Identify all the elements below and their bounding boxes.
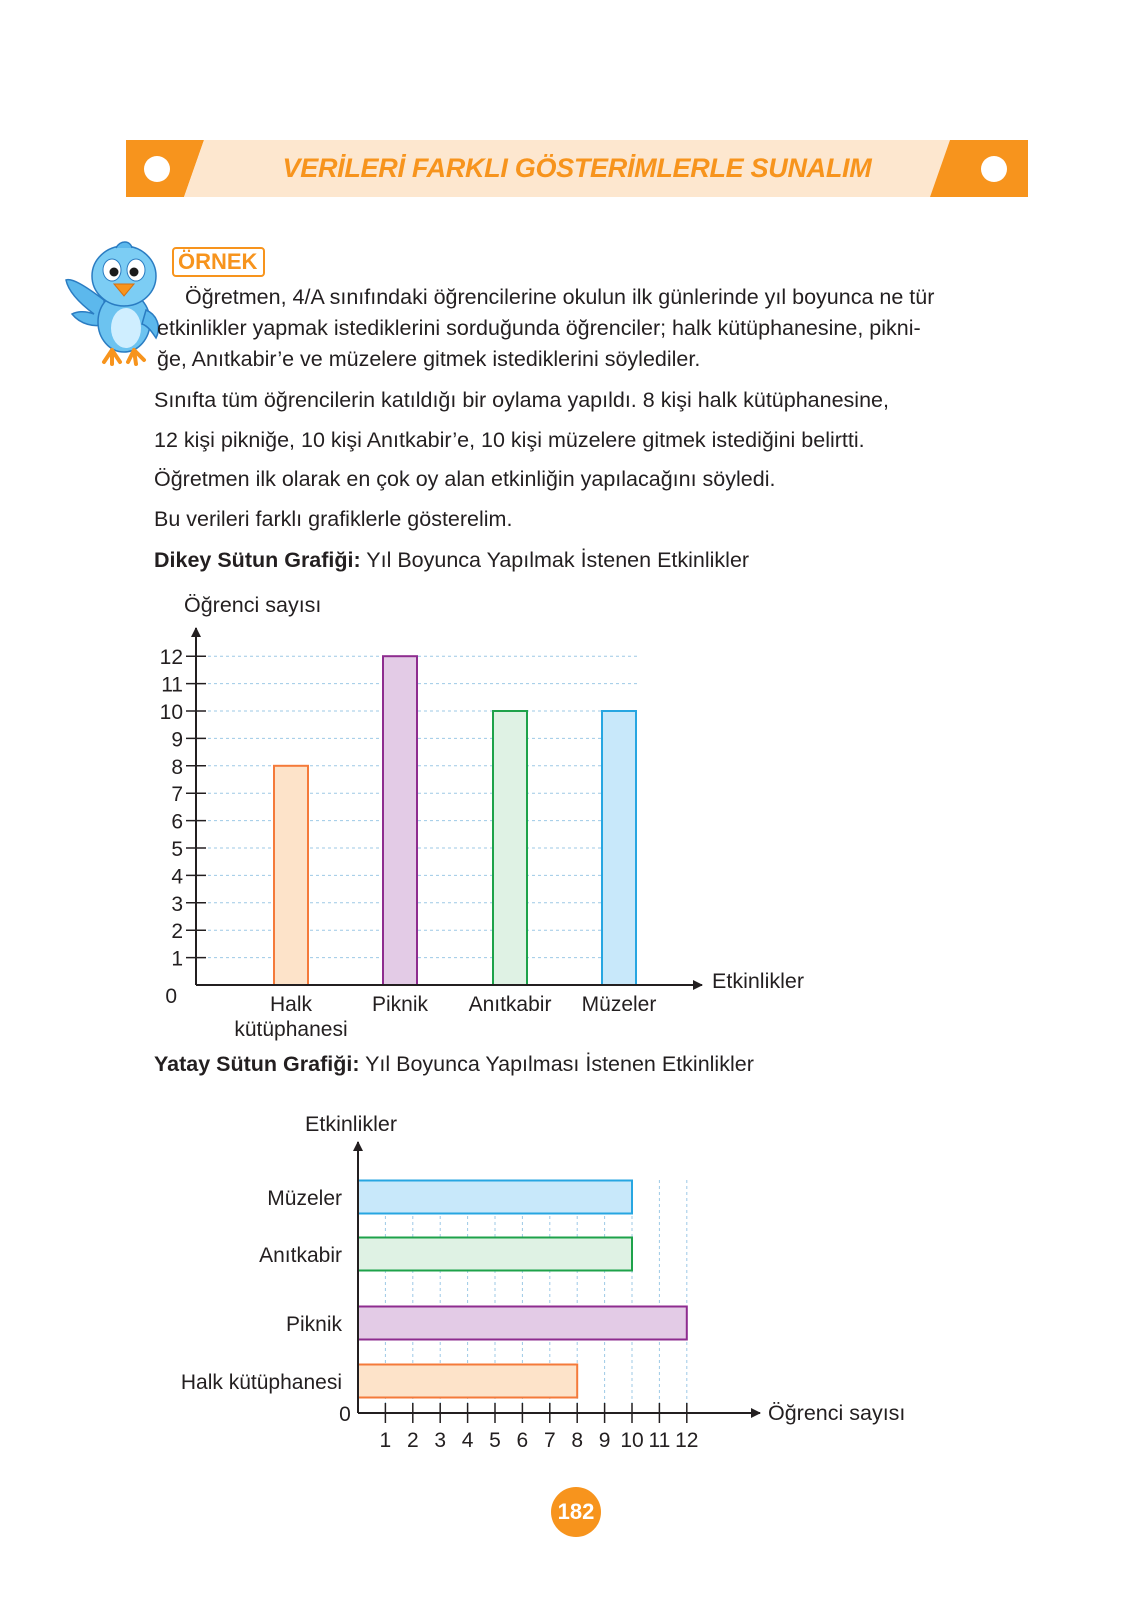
vertical-caption-text: Yıl Boyunca Yapılmak İstenen Etkinlikler — [360, 548, 750, 572]
x-axis-label: Öğrenci sayısı — [768, 1401, 906, 1425]
y-tick-label: 4 — [171, 865, 183, 889]
horizontal-chart-caption — [154, 1052, 754, 1077]
bar — [383, 656, 417, 985]
body-line-1: Sınıfta tüm öğrencilerin katıldığı bir oylama yapıldı. 8 kişi halk kütüphanesine, — [154, 388, 889, 412]
y-tick-label: 10 — [159, 701, 183, 724]
x-tick-label: 6 — [516, 1429, 529, 1452]
intro-line-3: ğe, Anıtkabir’e ve müzelere gitmek istediklerini söylediler. — [157, 347, 701, 371]
horizontal-caption-bold: Yatay Sütun Grafiği: — [154, 1052, 360, 1076]
intro-line-1: Öğretmen, 4/A sınıfındaki öğrencilerine okulun ilk günlerinde yıl boyunca ne tür — [185, 285, 935, 309]
y-axis-label: Etkinlikler — [305, 1112, 397, 1136]
x-tick-label: Piknik — [371, 993, 429, 1016]
x-tick-label: 12 — [675, 1429, 699, 1452]
x-tick-label: 4 — [461, 1429, 474, 1452]
body-line-3: Öğretmen ilk olarak en çok oy alan etkinliğin yapılacağını söyledi. — [154, 467, 776, 491]
x-tick-label: 5 — [489, 1429, 501, 1452]
x-tick-label: 7 — [543, 1429, 556, 1452]
y-tick-label: 5 — [171, 838, 183, 861]
bar — [358, 1238, 632, 1271]
x-tick-label: 0 — [339, 1403, 351, 1426]
bar — [602, 711, 636, 985]
x-tick-label: 11 — [648, 1429, 671, 1452]
y-tick-label: Anıtkabir — [259, 1244, 342, 1267]
horizontal-caption-text: Yıl Boyunca Yapılması İstenen Etkinlikler — [359, 1052, 754, 1076]
x-tick-label: 10 — [620, 1429, 644, 1452]
x-tick-label: 9 — [598, 1429, 611, 1452]
y-tick-label: Halk kütüphanesi — [180, 1371, 342, 1394]
example-label: ÖRNEK — [172, 247, 265, 277]
intro-line-2: etkinlikler yapmak istediklerini sorduğunda öğrenciler; halk kütüphanesine, pikni- — [157, 316, 921, 340]
x-axis-label: Etkinlikler — [712, 969, 804, 993]
page-title: VERİLERİ FARKLI GÖSTERİMLERLE SUNALIM — [282, 153, 872, 183]
body-line-4: Bu verileri farklı grafiklerle gösterelim. — [154, 507, 513, 531]
x-tick-label: Müzeler — [581, 993, 657, 1016]
y-tick-label: 0 — [165, 985, 177, 1008]
x-tick-label: 8 — [571, 1429, 584, 1452]
section-header-banner — [126, 140, 1028, 197]
y-tick-label: 2 — [171, 920, 183, 944]
bar — [274, 766, 308, 985]
x-tick-label: 3 — [434, 1429, 447, 1452]
y-tick-label: 9 — [171, 728, 183, 752]
bar — [358, 1181, 632, 1214]
x-tick-label: 2 — [406, 1429, 419, 1452]
y-axis-label: Öğrenci sayısı — [184, 593, 322, 617]
y-tick-label: Piknik — [285, 1313, 342, 1336]
x-tick-label: 1 — [379, 1429, 392, 1452]
x-tick-label: Anıtkabir — [468, 993, 552, 1016]
bar — [493, 711, 527, 985]
vertical-caption-bold: Dikey Sütun Grafiği: — [154, 548, 361, 572]
y-tick-label: 8 — [171, 755, 183, 779]
bar — [358, 1365, 577, 1398]
y-tick-label: 12 — [159, 646, 183, 670]
y-tick-label: 11 — [161, 673, 183, 697]
x-tick-label: kütüphanesi — [234, 1018, 348, 1041]
vertical-chart-caption — [154, 548, 749, 573]
y-tick-label: 7 — [171, 783, 183, 807]
y-tick-label: Müzeler — [267, 1187, 342, 1210]
y-tick-label: 1 — [171, 947, 183, 971]
x-tick-label: Halk — [269, 993, 313, 1016]
page-number-badge: 182 — [551, 1487, 601, 1537]
y-tick-label: 3 — [171, 892, 183, 916]
bar — [358, 1307, 687, 1340]
y-tick-label: 6 — [171, 810, 183, 834]
body-line-2: 12 kişi pikniğe, 10 kişi Anıtkabir’e, 10 kişi müzelere gitmek istediğini belirtti. — [154, 428, 865, 452]
